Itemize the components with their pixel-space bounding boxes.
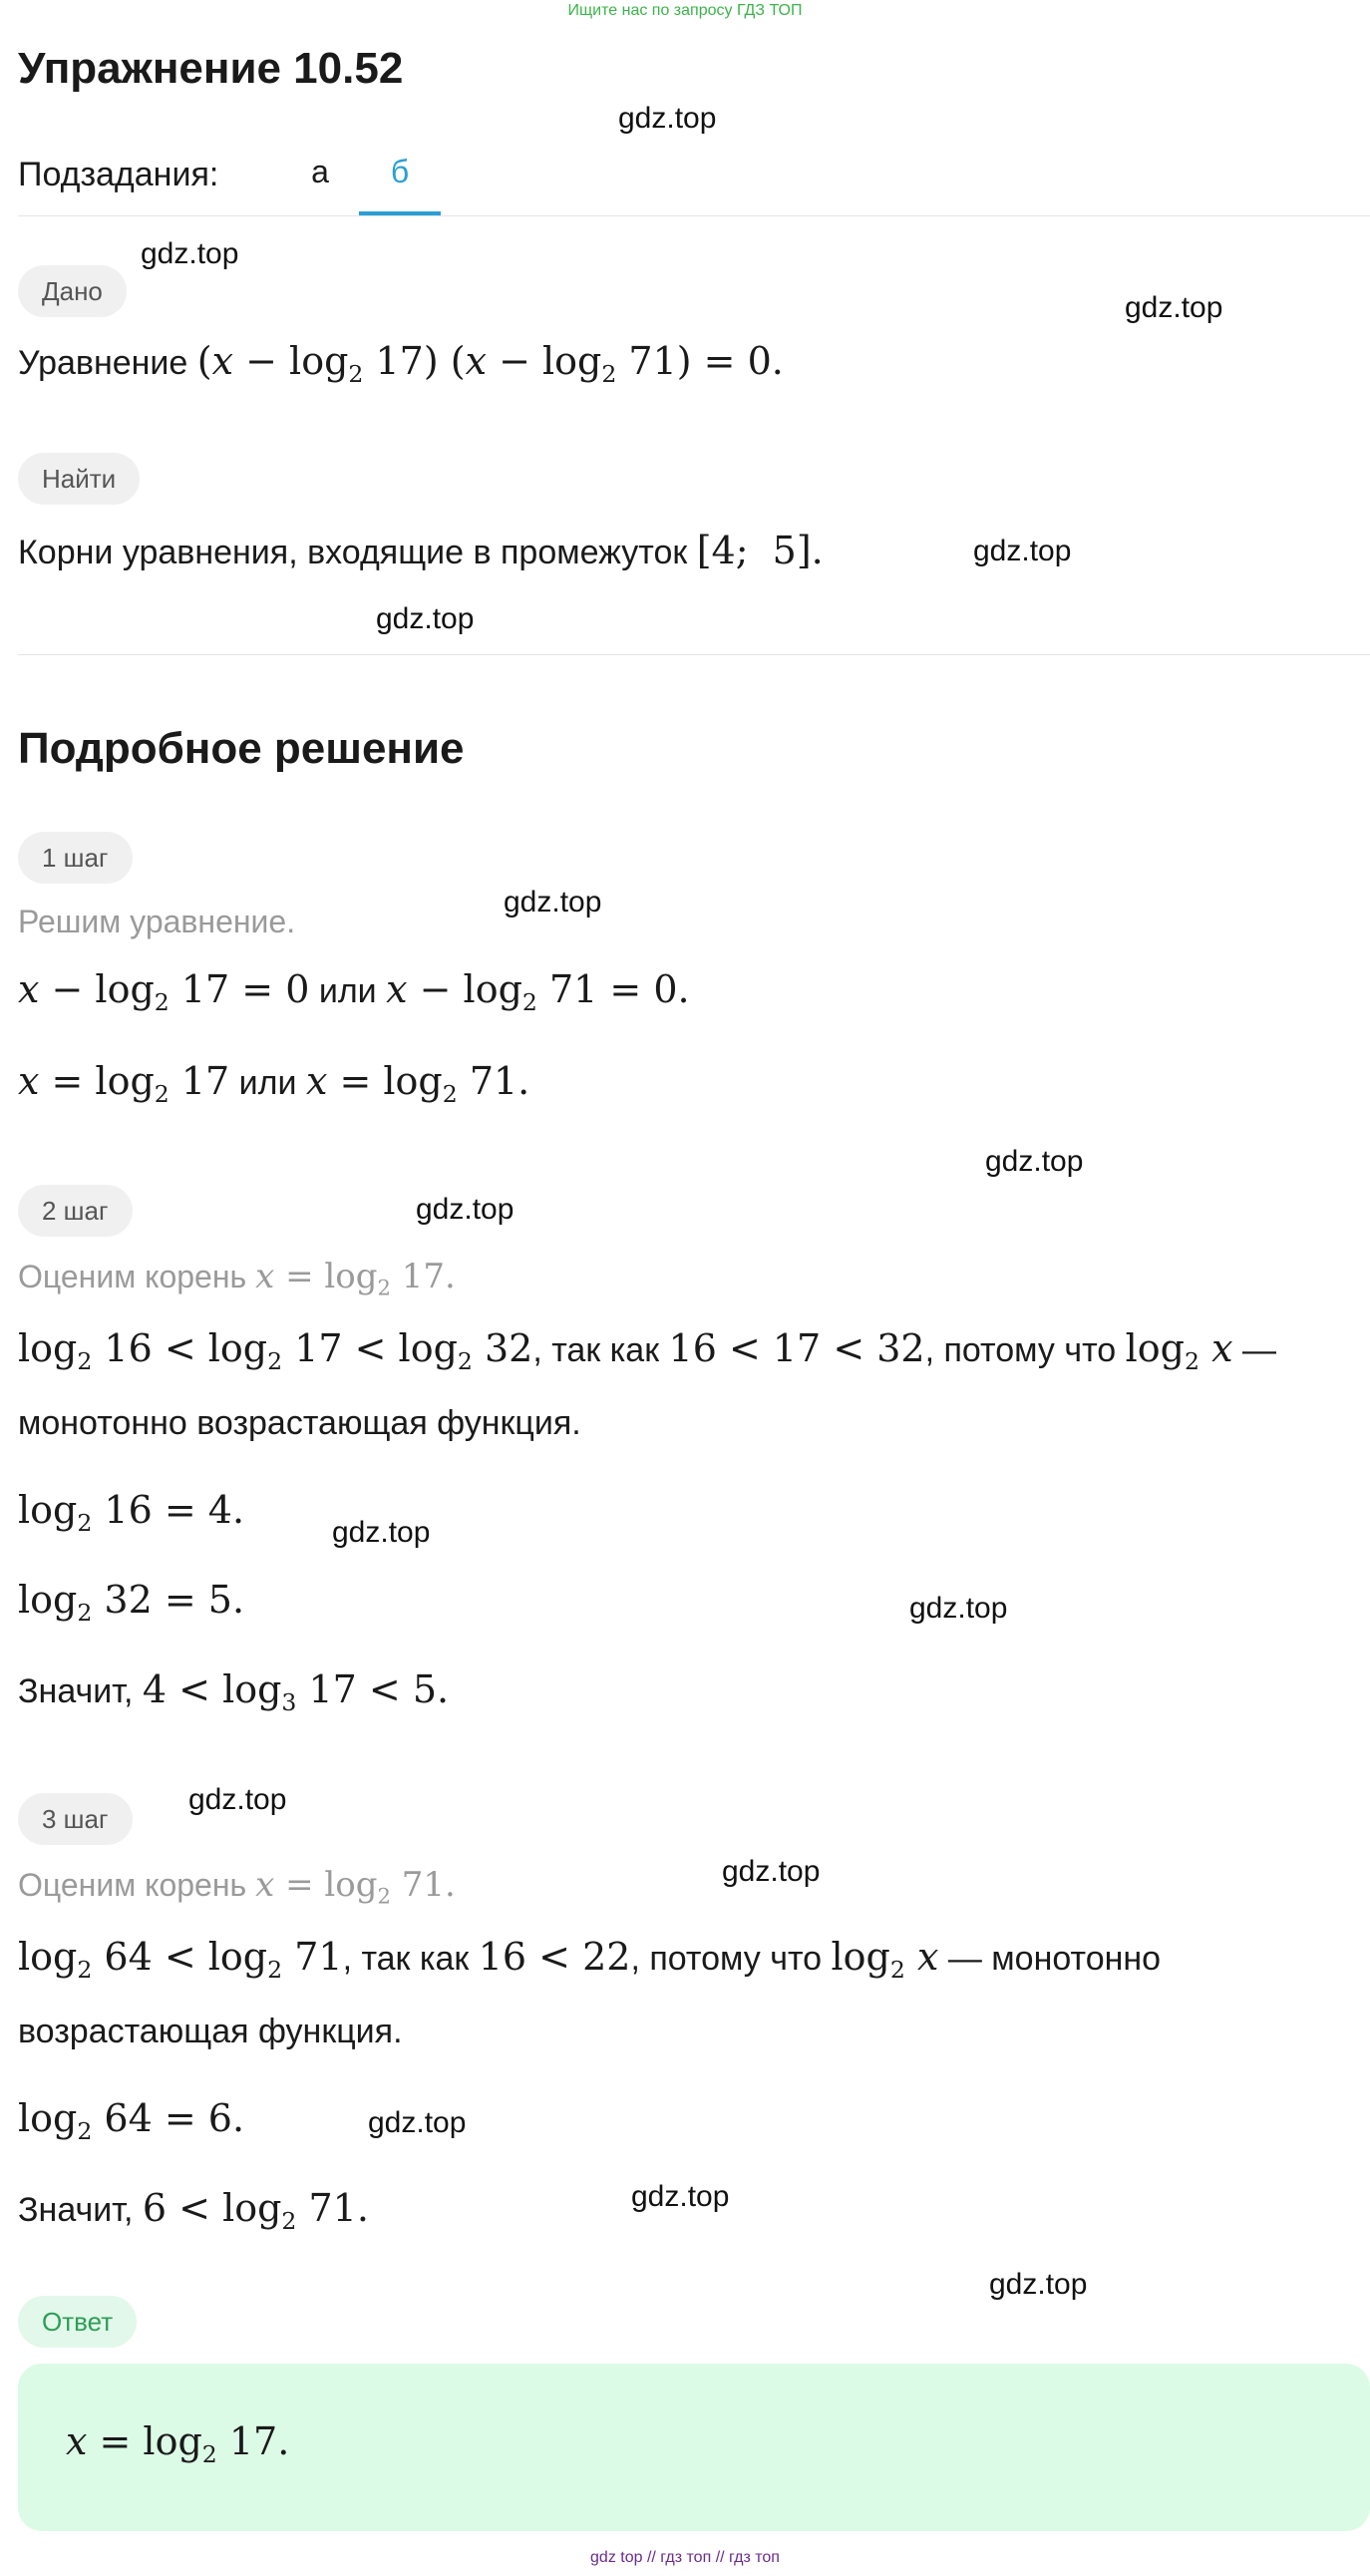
watermark: gdz.top	[909, 1592, 1008, 1625]
answer-chip: Ответ	[18, 2296, 137, 2348]
step-3-conclusion: Значит, $6 < \log_2 71$.	[18, 2186, 369, 2236]
step-2-line-3: $\log_2 16 = 4$.	[18, 1488, 245, 1538]
given-chip: Дано	[18, 265, 127, 317]
step-1-line-2: $x = \log_2 17$ или $x = \log_2 71$.	[18, 1059, 530, 1109]
step-1-line-1: $x - \log_2 17 = 0$ или $x - \log_2 71 = 0$.	[18, 967, 690, 1017]
answer-text: $x = \log_2 17$.	[66, 2419, 290, 2469]
watermark: gdz.top	[618, 102, 717, 135]
watermark: gdz.top	[722, 1855, 821, 1888]
given-text: Уравнение $(x - \log_2 17)$ $(x - \log_2 71) = 0$.	[18, 339, 784, 389]
divider	[18, 654, 1370, 655]
step-3-line-1: $\log_2 64 < \log_2 71$, так как 16 < 22, потому что $\log_2 x$ — монотонно	[18, 1935, 1162, 1985]
step-1-hint: Решим уравнение.	[18, 904, 296, 939]
subtasks-bar	[18, 150, 1370, 216]
step-3-chip: 3 шаг	[18, 1793, 133, 1845]
step-2-line-1: $\log_2 16 < \log_2 17 < \log_2 32$, так как 16 < 17 < 32, потому что $\log_2 x$ —	[18, 1326, 1276, 1376]
watermark: gdz.top	[985, 1145, 1084, 1178]
tab-a[interactable]: а	[311, 154, 329, 189]
watermark: gdz.top	[973, 535, 1072, 567]
step-3-hint: Оценим корень $x = \log_2 71$.	[18, 1865, 456, 1909]
subtasks-label: Подзадания:	[18, 156, 219, 193]
solution-title: Подробное решение	[18, 724, 465, 773]
step-1-chip: 1 шаг	[18, 832, 133, 884]
step-2-chip: 2 шаг	[18, 1185, 133, 1237]
step-2-line-2: монотонно возрастающая функция.	[18, 1404, 581, 1442]
watermark: gdz.top	[631, 2180, 730, 2213]
watermark: gdz.top	[368, 2106, 467, 2139]
watermark: gdz.top	[376, 602, 475, 635]
watermark: gdz.top	[1125, 291, 1223, 324]
watermark: gdz.top	[504, 886, 602, 919]
step-2-line-4: $\log_2 32 = 5$.	[18, 1578, 245, 1628]
footer: gdz top // гдз топ // гдз топ	[590, 2549, 780, 2566]
watermark: gdz.top	[332, 1516, 431, 1549]
top-note: Ищите нас по запросу ГДЗ ТОП	[567, 2, 803, 19]
watermark: gdz.top	[989, 2268, 1088, 2301]
page-title: Упражнение 10.52	[18, 44, 404, 93]
find-text: Корни уравнения, входящие в промежуток [4; 5].	[18, 529, 824, 572]
tab-b[interactable]: б	[359, 154, 441, 215]
watermark: gdz.top	[141, 237, 239, 270]
step-2-hint: Оценим корень $x = \log_2 17$.	[18, 1257, 456, 1300]
step-3-line-3: $\log_2 64 = 6$.	[18, 2096, 245, 2146]
watermark: gdz.top	[416, 1193, 514, 1226]
watermark: gdz.top	[188, 1783, 287, 1816]
step-3-line-2: возрастающая функция.	[18, 2013, 403, 2050]
answer-box	[18, 2364, 1370, 2531]
step-2-conclusion: Значит, $4 < \log_3 17 < 5$.	[18, 1667, 450, 1717]
find-chip: Найти	[18, 453, 140, 505]
